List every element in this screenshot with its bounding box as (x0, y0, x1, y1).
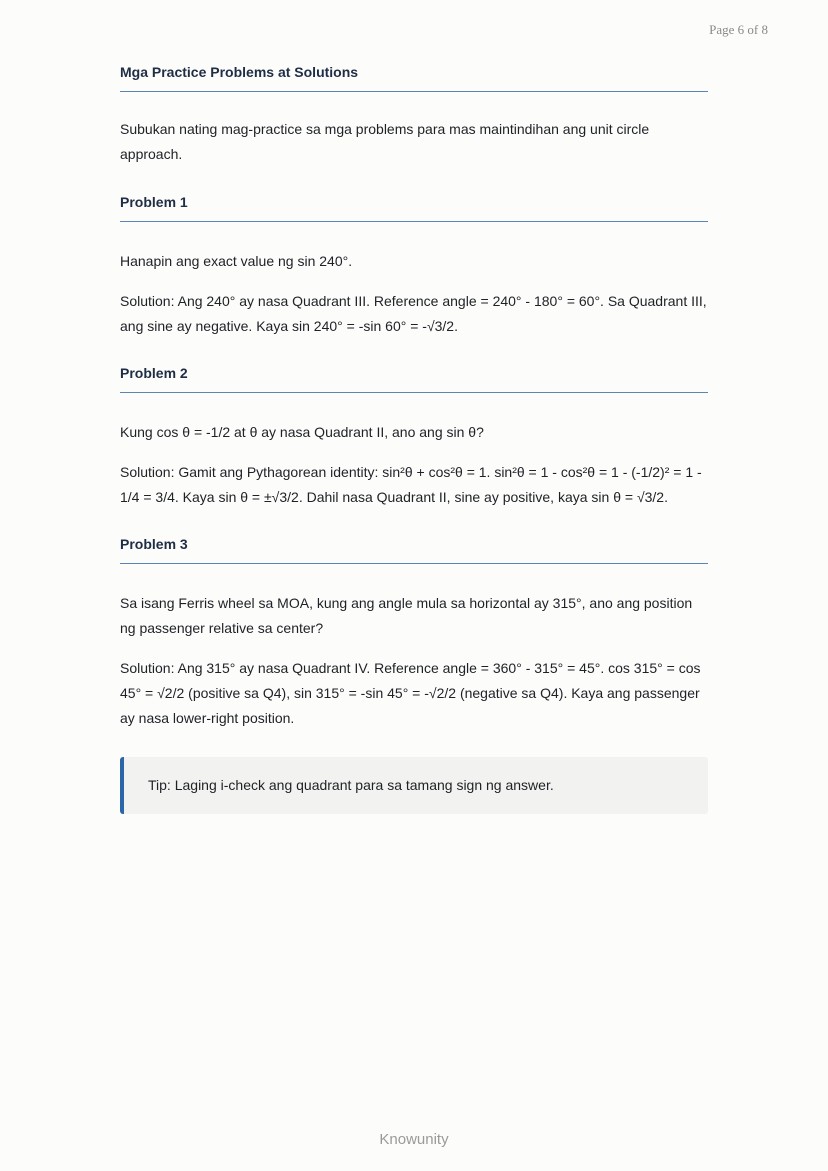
page-number: Page 6 of 8 (709, 22, 768, 37)
problem-2-solution: Solution: Gamit ang Pythagorean identity: sin²θ + cos²θ = 1. sin²θ = 1 - cos²θ = 1 - (-1/2)² = 1 - 1/4 = 3/4. Kaya sin θ = ±√3/2. Dahil nasa Quadrant II, sine ay positive, kaya sin θ = √3/2. (120, 464, 702, 505)
problem-2-question: Kung cos θ = -1/2 at θ ay nasa Quadrant II, ano ang sin θ? (120, 424, 484, 440)
problem-1-solution: Solution: Ang 240° ay nasa Quadrant III. Reference angle = 240° - 180° = 60°. Sa Quadrant III, ang sine ay negative. Kaya sin 240° = -sin 60° = -√3/2. (120, 293, 707, 334)
problem-2 (120, 365, 708, 510)
problem-3 (120, 536, 708, 731)
footer-brand: Knowunity (379, 1131, 449, 1148)
problem-1-question: Hanapin ang exact value ng sin 240°. (120, 253, 353, 269)
problem-1 (120, 194, 708, 339)
section-title: Mga Practice Problems at Solutions (120, 64, 708, 92)
problem-3-question: Sa isang Ferris wheel sa MOA, kung ang angle mula sa horizontal ay 315°, ano ang position ng passenger relative sa center? (120, 595, 693, 636)
intro-paragraph: Subukan nating mag-practice sa mga problems para mas maintindihan ang unit circle approach. (120, 121, 650, 162)
tip-callout: Tip: Laging i-check ang quadrant para sa tamang sign ng answer. (120, 757, 708, 814)
problem-3-heading: Problem 3 (120, 536, 708, 564)
document-body (120, 64, 708, 814)
problem-1-heading: Problem 1 (120, 194, 708, 222)
problem-3-solution: Solution: Ang 315° ay nasa Quadrant IV. Reference angle = 360° - 315° = 45°. cos 315° = cos 45° = √2/2 (positive sa Q4), sin 315° = -sin 45° = -√2/2 (negative sa Q4). Kaya ang passenger ay nasa lower-right position. (120, 660, 701, 726)
problem-2-heading: Problem 2 (120, 365, 708, 393)
